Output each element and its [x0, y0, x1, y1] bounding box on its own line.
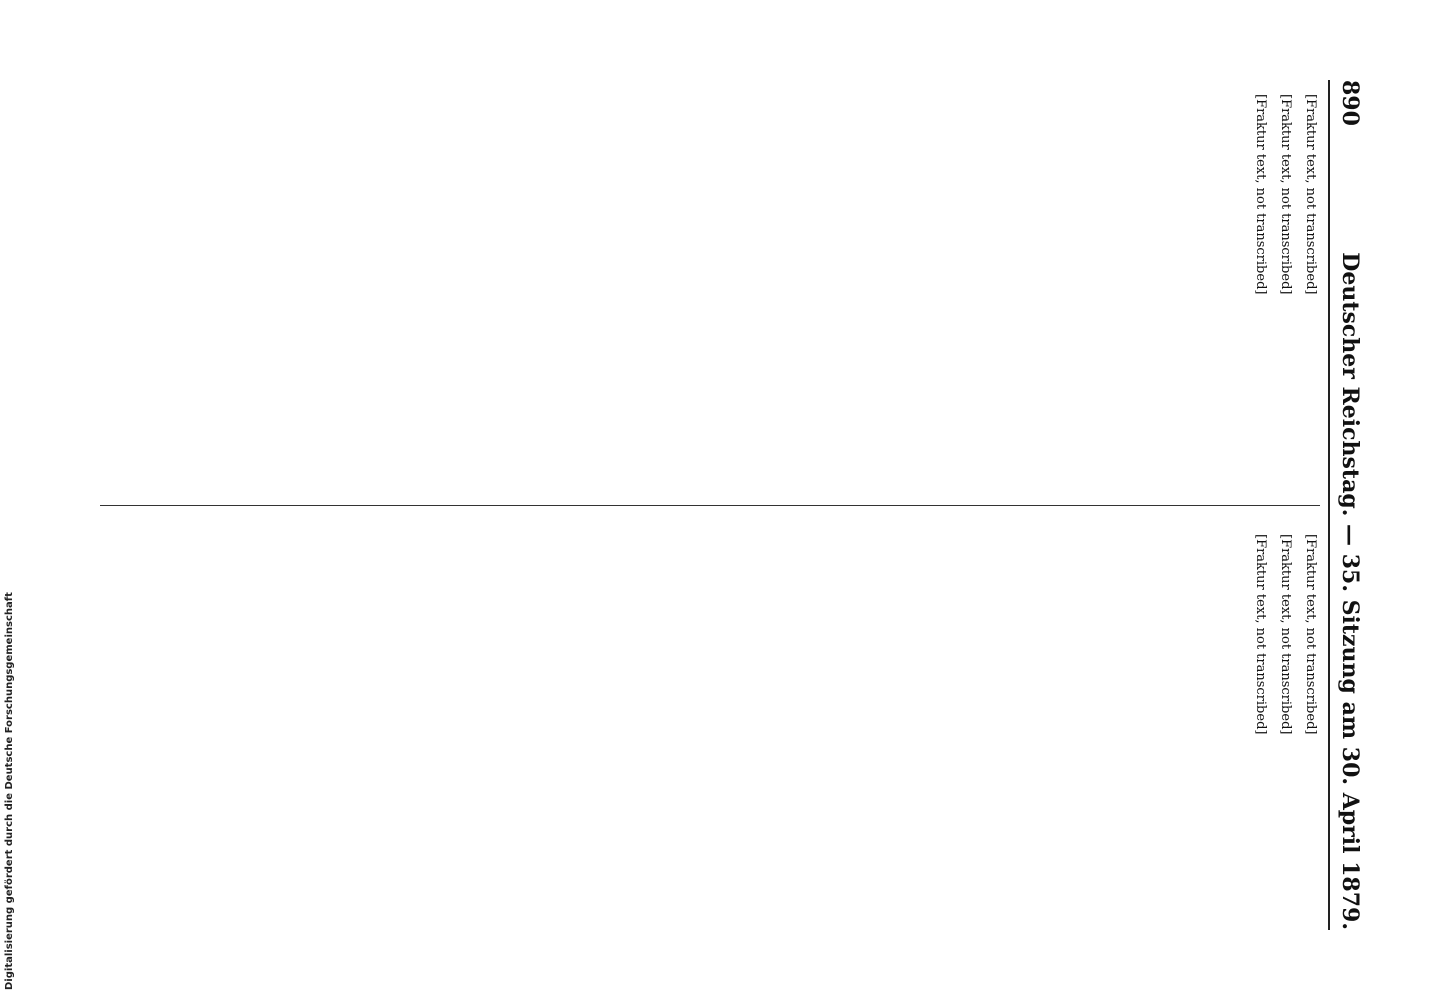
paragraph: [Fraktur text, not transcribed]: [1253, 534, 1268, 735]
dfg-footer: Digitalisierung gefördert durch die Deutsche Forschungsgemeinschaft: [4, 592, 15, 990]
page-header: [1328, 80, 1370, 930]
paragraph: [Fraktur text, not transcribed]: [1278, 534, 1293, 735]
left-column: [100, 80, 1320, 490]
right-column: [100, 520, 1320, 930]
column-divider: [100, 505, 1320, 506]
running-title: Deutscher Reichstag. — 35. Sitzung am 30. April 1879.: [1337, 252, 1363, 930]
rotated-content: [80, 50, 1380, 960]
paragraph: [Fraktur text, not transcribed]: [1278, 94, 1293, 295]
page-number: 890: [1337, 80, 1363, 126]
paragraph: [Fraktur text, not transcribed]: [1253, 94, 1268, 295]
paragraph: [Fraktur text, not transcribed]: [1303, 94, 1318, 295]
paragraph: [Fraktur text, not transcribed]: [1303, 534, 1318, 735]
document-page: [80, 50, 1380, 960]
